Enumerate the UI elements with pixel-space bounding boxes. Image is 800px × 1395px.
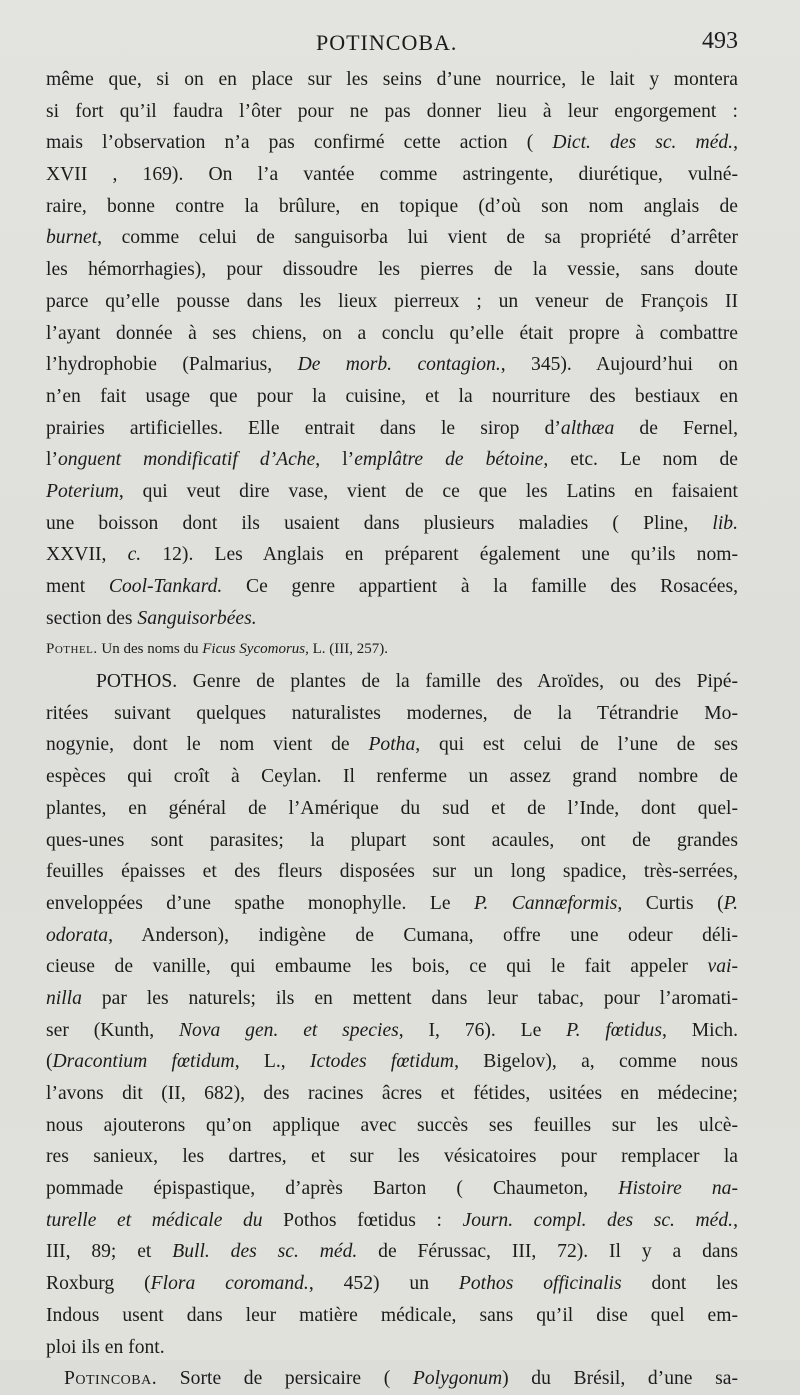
text-line [46,1300,738,1332]
text-segment: , qui est celui de l’une de ses [415,734,738,756]
text-line [46,318,738,350]
text-line [46,825,738,857]
italic-text: burnet [46,227,98,249]
text-segment: prairies artificielles. Elle entrait dans le sirop d’ [46,417,561,439]
running-title: POTINCOBA. [316,30,458,55]
text-segment: si fort qu’il faudra l’ôter pour ne pas donner lieu à leur engorgement : [46,100,738,122]
italic-text: De morb. contagion. [297,354,501,376]
italic-text: P. fœtidus [566,1019,662,1041]
text-line [46,1205,738,1237]
text-segment: l’ [46,449,58,471]
italic-text: vai- [707,956,738,978]
italic-text: Histoire na- [618,1178,738,1200]
text-segment: ploi ils en font. [46,1336,165,1358]
italic-text: Poterium [46,480,119,502]
text-segment: Sorte de persicaire ( [157,1368,413,1390]
body-text [46,64,738,1395]
text-line [46,856,738,888]
text-line [46,349,738,381]
text-line [46,761,738,793]
text-segment: , Mich. [661,1019,738,1041]
text-line [46,920,738,952]
text-line [46,571,738,603]
text-line [46,413,738,445]
text-line [46,222,738,254]
text-line [46,1332,738,1364]
text-line [46,793,738,825]
text-segment: feuilles épaisses et des fleurs disposées sur un long spadice, très-serrées, [46,861,738,883]
text-segment: n’en fait usage que pour la cuisine, et la nourriture des bestiaux en [46,385,738,407]
text-line [46,254,738,286]
text-segment: XXVII, [46,544,128,566]
text-line [46,64,738,96]
text-segment: espèces qui croît à Ceylan. Il renferme un assez grand nombre de [46,766,738,788]
text-segment: , comme celui de sanguisorba lui vient de sa propriété d’arrêter [97,227,738,249]
text-segment: plantes, en général de l’Amérique du sud et de l’Inde, dont quel- [46,797,738,819]
italic-text: odorata [46,924,109,946]
italic-text: P. [723,892,738,914]
italic-text: Dracontium fœtidum [52,1051,235,1073]
text-segment: ) du Brésil, d’une sa- [502,1368,738,1390]
text-segment: 12). Les Anglais en préparent également une qu’ils nom- [141,544,739,566]
text-segment: une boisson dont ils usaient dans plusieurs maladies ( Pline, [46,512,713,534]
text-segment: mais l’observation n’a pas confirmé cette action ( [46,132,553,154]
text-segment: dont les [621,1273,738,1295]
text-line [46,666,738,698]
text-line [46,444,738,476]
page-header [0,30,800,64]
italic-text: onguent mondificatif d’Ache [57,449,316,471]
text-segment: raire, bonne contre la brûlure, en topique (d’où son nom anglais de [46,195,738,217]
text-segment: ser (Kunth, [46,1019,179,1041]
text-segment: , 452) un [308,1273,459,1295]
text-segment: Indous usent dans leur matière médicale, sans qu’il dise quel em- [46,1304,738,1326]
text-line [46,1268,738,1300]
text-segment: l’ayant donnée à ses chiens, on a conclu qu’elle était propre à combattre [46,322,738,344]
entry-headword: Pothel. [46,641,98,658]
italic-text: Nova gen. et species [178,1019,399,1041]
text-segment: de Fernel, [614,417,738,439]
text-segment: , 345). Aujourd’hui on [500,354,738,376]
italic-text: Ictodes fœtidum [310,1051,455,1073]
text-segment: , I, 76). Le [398,1019,567,1041]
text-segment: de Férussac, III, 72). Il y a dans [357,1241,738,1263]
text-line [46,983,738,1015]
italic-text: lib. [712,512,738,534]
text-segment: , etc. Le nom de [543,449,738,471]
text-segment: , qui veut dire vase, vient de ce que les Latins en faisaient [118,480,738,502]
text-segment: , L. (III, 257). [305,641,389,658]
text-segment: , L., [234,1051,311,1073]
italic-text: Flora coromand. [150,1273,309,1295]
text-segment: , [733,1209,738,1231]
text-line [46,888,738,920]
text-segment: , Bigelov), a, comme nous [454,1051,738,1073]
text-segment: l’hydrophobie (Palmarius, [46,354,298,376]
text-segment: ques-unes sont parasites; la plupart sont acaules, ont de grandes [46,829,738,851]
text-line [46,191,738,223]
text-segment: les hémorrhagies), pour dissoudre les pierres de la vessie, sans doute [46,259,738,281]
text-segment: l’avons dit (II, 682), des racines âcres et fétides, usitées en médecine; [46,1083,738,1104]
text-line [46,1363,738,1395]
text-segment: Un des noms du [97,641,203,658]
italic-text: Bull. des sc. méd. [172,1241,358,1263]
text-line [46,1141,738,1173]
text-line [46,286,738,318]
italic-text: Cool-Tankard. [108,576,223,597]
text-segment: ment [46,576,109,597]
italic-text: Sanguisorbées. [137,607,257,629]
text-segment: Roxburg ( [46,1273,151,1295]
italic-text: P. Cannæformis [473,892,618,914]
text-line [46,698,738,730]
text-line [46,1015,738,1047]
text-line [46,1173,738,1205]
text-segment: , Curtis ( [617,892,724,914]
text-line [46,539,738,571]
text-line [46,951,738,983]
text-line [46,1236,738,1268]
text-line [46,508,738,540]
text-segment: pommade épispastique, d’après Barton ( Chaumeton, [46,1178,619,1200]
text-segment: Ce genre appartient à la famille des Rosacées, [222,576,738,597]
text-line [46,1078,738,1110]
italic-text: Potha [368,734,416,756]
text-segment: , Anderson), indigène de Cumana, offre une odeur déli- [108,924,738,946]
text-segment: nogynie, dont le nom vient de [46,734,369,756]
text-line [46,127,738,159]
text-line [46,381,738,413]
italic-text: Polygonum [412,1368,503,1390]
text-line [46,729,738,761]
text-line [46,1046,738,1078]
text-segment: III, 89; et [46,1241,173,1263]
text-segment: nous ajouterons qu’on applique avec succès ses feuilles sur les ulcè- [46,1114,738,1136]
italic-text: Dict. des sc. méd. [552,132,734,154]
cross-reference-line [46,634,738,666]
italic-text: turelle et médicale du [46,1209,263,1231]
italic-text: c. [127,544,142,566]
text-line [46,159,738,191]
text-segment: POTHOS. Genre de plantes de la famille des Aroïdes, ou des Pipé- [96,671,738,693]
page-number: 493 [702,28,738,54]
text-segment: section des [46,607,138,629]
italic-text: Journ. compl. des sc. méd. [462,1209,734,1231]
text-segment: même que, si on en place sur les seins d’une nourrice, le lait y montera [46,69,738,90]
text-segment: res sanieux, les dartres, et sur les vésicatoires pour remplacer la [46,1146,738,1168]
text-segment: cieuse de vanille, qui embaume les bois, ce qui le fait appeler [46,956,708,978]
text-line [46,1110,738,1142]
italic-text: althæa [560,417,615,439]
text-segment: parce qu’elle pousse dans les lieux pierreux ; un veneur de François II [46,290,738,312]
italic-text: emplâtre de bétoine [354,449,544,471]
text-segment: enveloppées d’une spathe monophylle. Le [46,892,474,914]
entry-headword: Potincoba. [64,1368,158,1390]
text-line [46,476,738,508]
italic-text: Ficus Sycomorus [202,641,306,658]
text-segment: par les naturels; ils en mettent dans leur tabac, pour l’aromati- [81,987,738,1009]
text-line [46,96,738,128]
text-segment: XVII , 169). On l’a vantée comme astringente, diurétique, vulné- [46,164,738,186]
italic-text: Pothos officinalis [458,1273,622,1295]
text-line [46,603,738,635]
text-segment: ( [46,1051,53,1073]
text-segment: Pothos fœtidus : [262,1209,463,1231]
italic-text: nilla [46,987,82,1009]
text-segment: , l’ [315,449,355,471]
text-segment: ritées suivant quelques naturalistes modernes, de la Tétrandrie Mo- [46,702,738,724]
text-segment: , [733,132,738,154]
